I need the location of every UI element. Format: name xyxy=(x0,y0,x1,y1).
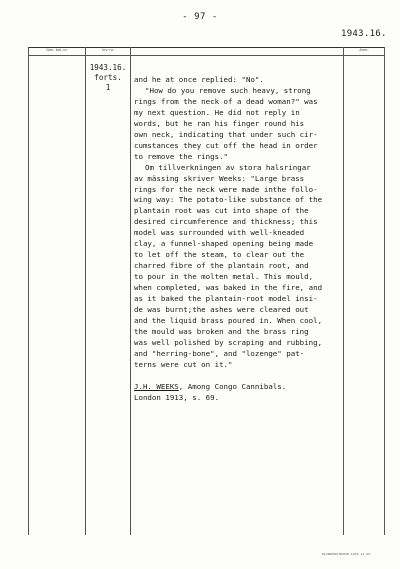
entry-number xyxy=(86,63,130,93)
text-line: de was burnt;the ashes were cleared out xyxy=(134,305,309,315)
text-line: and he at once replied: "No". xyxy=(134,75,264,84)
column-rule xyxy=(85,47,86,535)
text-line: Om tillverkningen av stora halsringar xyxy=(145,162,311,172)
text-line: rings for the neck were made inthe follo- xyxy=(134,184,318,194)
text-line: to let off the steam, to clear out the xyxy=(134,250,305,260)
entry-number-line: forts. xyxy=(94,73,122,82)
table-header-rule xyxy=(28,55,384,56)
column-header-gen-kat-nr: Gen. kat. nr. xyxy=(46,48,68,52)
page-number: - 97 - xyxy=(182,12,218,22)
text-line: words, but he ran his finger round his xyxy=(134,118,305,128)
printer-mark: ELANDERS BOKTR. 1943. 11. 42. xyxy=(322,552,371,556)
text-line: when completed, was baked in the fire, and xyxy=(134,283,323,293)
entry-number-line: 1 xyxy=(105,83,111,92)
text-line: desired circumference and thickness; this xyxy=(134,217,318,227)
blank-line xyxy=(134,371,346,382)
text-line: the mould was broken and the brass ring xyxy=(134,326,309,336)
column-rule xyxy=(384,47,385,535)
text-line: "How do you remove such heavy, strong xyxy=(145,85,311,95)
column-header-inv-nr: Inv. nr. xyxy=(102,48,114,52)
text-line: av mässing skriver Weeks: "Large brass xyxy=(134,173,305,183)
text-line: clay, a funnel-shaped opening being made xyxy=(134,239,314,249)
text-line: and "herring-bone", and "lozenge" pat- xyxy=(134,348,305,358)
entry-number-line: 1943.16. xyxy=(89,63,127,72)
reference-author: J.H. WEEKS xyxy=(134,381,179,391)
reference-publication: London 1913, s. 69. xyxy=(134,392,220,402)
text-line: wing way: The potato-like substance of the xyxy=(134,195,323,205)
column-rule xyxy=(130,47,131,535)
column-header-anm: Anm. xyxy=(359,48,369,52)
text-line: was well polished by scraping and rubbing, xyxy=(134,337,323,347)
text-line: terns were cut on it." xyxy=(134,359,233,369)
text-line: rings from the neck of a dead woman?" was xyxy=(134,96,318,106)
reference-line xyxy=(134,382,346,393)
text-line: own neck, indicating that under such cir- xyxy=(134,129,318,139)
text-line: plantain root was cut into shape of the xyxy=(134,206,309,216)
text-line: charred fibre of the plantain root, and xyxy=(134,261,309,271)
text-line: model was surrounded with well-kneaded xyxy=(134,228,305,238)
text-line: and the liquid brass poured in. When cool, xyxy=(134,315,323,325)
text-line: my next question. He did not reply in xyxy=(134,107,300,117)
reference-title: , Among Congo Cannibals. xyxy=(178,381,287,391)
catalog-number: 1943.16. xyxy=(341,29,387,39)
text-line: cumstances they cut off the head in order xyxy=(134,140,318,150)
text-line: as it baked the plantain-root model insi- xyxy=(134,294,318,304)
text-line: to pour in the molten metal. This mould, xyxy=(134,272,314,282)
entry-text xyxy=(134,75,346,404)
text-line: to remove the rings." xyxy=(134,151,229,161)
column-rule xyxy=(28,47,29,535)
